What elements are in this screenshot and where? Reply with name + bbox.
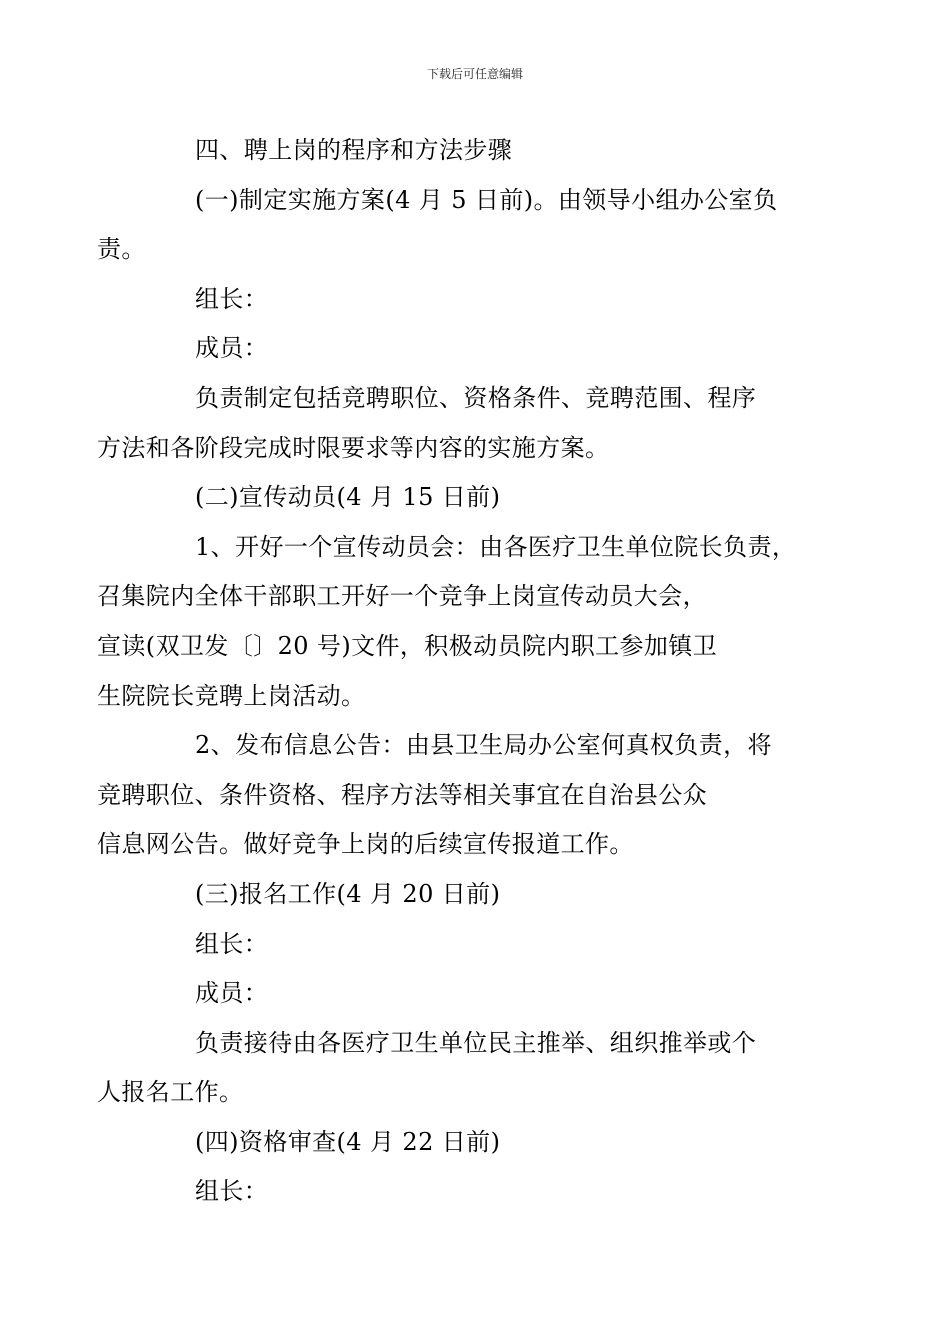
member-label [146, 324, 816, 374]
leader-label [146, 1167, 816, 1217]
text-line: 四、聘上岗的程序和方法步骤 [195, 136, 513, 164]
text-line: 成员： [195, 979, 269, 1008]
section-heading [146, 126, 816, 176]
document-body [97, 126, 816, 1217]
text-line: (一)制定实施方案(4 月 5 日前)。由领导小组办公室负 [195, 185, 778, 214]
text-line: 宣读(双卫发〔〕20 号)文件，积极动员院内职工参加镇卫 [97, 631, 718, 660]
text-line: 信息网公告。做好竞争上岗的后续宣传报道工作。 [97, 830, 634, 859]
text-line: 人报名工作。 [97, 1078, 244, 1107]
text-line: (三)报名工作(4 月 20 日前) [195, 879, 501, 908]
text-line: 组长： [195, 284, 269, 313]
text-line: 2、发布信息公告：由县卫生局办公室何真权负责，将 [195, 731, 772, 760]
text-line: (二)宣传动员(4 月 15 日前) [195, 483, 501, 512]
text-line: 方法和各阶段完成时限要求等内容的实施方案。 [97, 433, 610, 462]
body-paragraph [97, 523, 816, 721]
text-line: 1、开好一个宣传动员会：由各医疗卫生单位院长负责， [195, 532, 797, 561]
text-line: 负责接待由各医疗卫生单位民主推举、组织推举或个 [195, 1028, 757, 1057]
step-heading [146, 870, 816, 920]
body-paragraph [97, 1019, 816, 1118]
text-line: (四)资格审查(4 月 22 日前) [195, 1127, 501, 1156]
leader-label [146, 920, 816, 970]
text-line: 责。 [97, 235, 146, 264]
text-line: 组长： [195, 1177, 269, 1206]
page-header-note: 下载后可任意编辑 [426, 67, 523, 81]
body-paragraph [97, 721, 816, 870]
text-line: 组长： [195, 929, 269, 958]
member-label [146, 969, 816, 1019]
step-heading [146, 473, 816, 523]
body-paragraph [97, 374, 816, 473]
text-line: 竞聘职位、条件资格、程序方法等相关事宜在自治县公众 [97, 780, 707, 809]
text-line: 负责制定包括竞聘职位、资格条件、竞聘范围、程序 [195, 383, 757, 412]
step-heading [97, 176, 816, 275]
leader-label [146, 275, 816, 325]
text-line: 生院院长竞聘上岗活动。 [97, 681, 366, 710]
text-line: 成员： [195, 334, 269, 363]
step-heading [146, 1118, 816, 1168]
text-line: 召集院内全体干部职工开好一个竞争上岗宣传动员大会， [97, 582, 707, 611]
